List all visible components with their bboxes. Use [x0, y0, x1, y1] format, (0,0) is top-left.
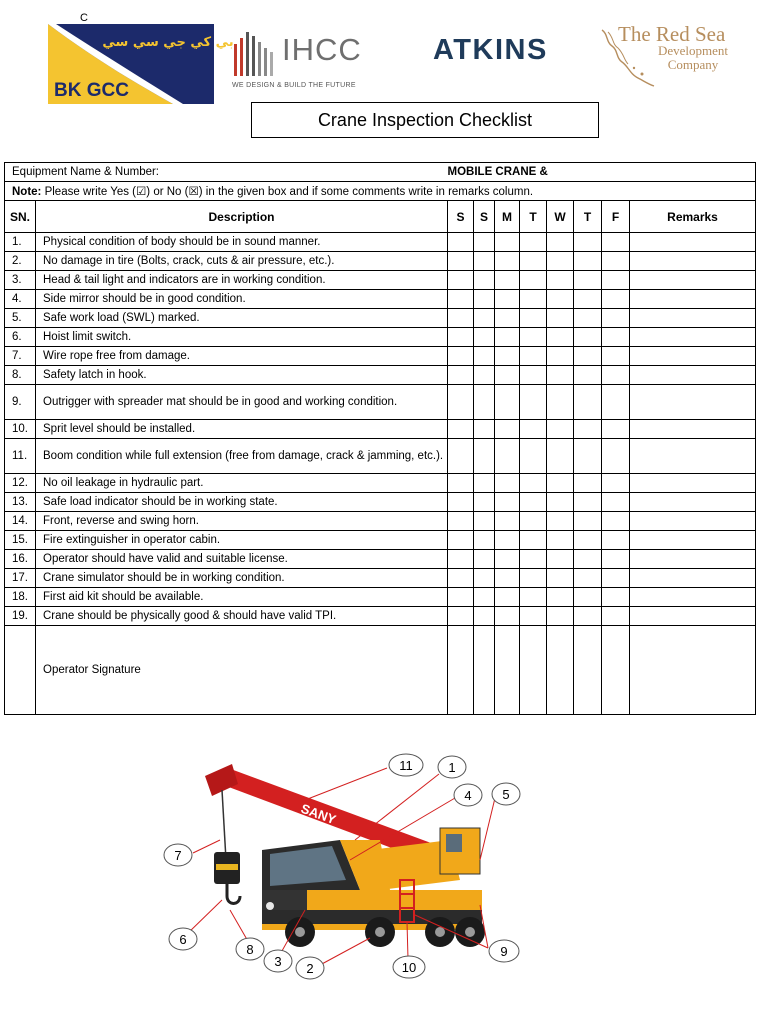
item-description: Head & tail light and indicators are in working condition. [36, 271, 448, 290]
check-box-wed[interactable] [547, 550, 574, 569]
check-box-tue[interactable] [520, 290, 547, 309]
check-box-wed[interactable] [547, 512, 574, 531]
signature-box-fri[interactable] [602, 626, 630, 715]
table-row [5, 328, 756, 347]
check-box-sun[interactable] [474, 569, 495, 588]
remarks-cell[interactable] [630, 531, 756, 550]
check-box-fri[interactable] [602, 531, 630, 550]
signature-box-sat[interactable] [448, 626, 474, 715]
note-row [5, 182, 756, 201]
check-box-thu[interactable] [574, 569, 602, 588]
callout-4: 4 [464, 788, 472, 803]
check-box-sun[interactable] [474, 271, 495, 290]
boom-brand-text: SANY [298, 800, 339, 828]
check-box-thu[interactable] [574, 328, 602, 347]
check-box-sun[interactable] [474, 531, 495, 550]
item-description: Crane simulator should be in working condition. [36, 569, 448, 588]
remarks-cell[interactable] [630, 233, 756, 252]
check-box-sat[interactable] [448, 233, 474, 252]
check-box-sun[interactable] [474, 474, 495, 493]
item-sn: 13. [5, 493, 36, 512]
check-box-sat[interactable] [448, 588, 474, 607]
check-box-sat[interactable] [448, 366, 474, 385]
redsea-sub-development: Development [658, 43, 729, 58]
check-box-thu[interactable] [574, 290, 602, 309]
check-box-mon[interactable] [495, 550, 520, 569]
check-box-sun[interactable] [474, 493, 495, 512]
signature-box-wed[interactable] [547, 626, 574, 715]
check-box-fri[interactable] [602, 233, 630, 252]
signature-label: Operator Signature [36, 626, 448, 715]
col-description: Description [36, 201, 448, 233]
remarks-cell[interactable] [630, 328, 756, 347]
check-box-mon[interactable] [495, 366, 520, 385]
table-row [5, 385, 756, 420]
item-description: Safety latch in hook. [36, 366, 448, 385]
callout-3: 3 [274, 954, 282, 969]
remarks-cell[interactable] [630, 252, 756, 271]
table-row [5, 290, 756, 309]
check-box-wed[interactable] [547, 420, 574, 439]
check-box-wed[interactable] [547, 328, 574, 347]
item-sn: 10. [5, 420, 36, 439]
check-box-mon[interactable] [495, 607, 520, 626]
check-box-mon[interactable] [495, 271, 520, 290]
check-box-sun[interactable] [474, 385, 495, 420]
check-box-sun[interactable] [474, 309, 495, 328]
col-day-sat: S [448, 201, 474, 233]
check-box-fri[interactable] [602, 347, 630, 366]
remarks-cell[interactable] [630, 271, 756, 290]
table-row [5, 233, 756, 252]
check-box-thu[interactable] [574, 252, 602, 271]
check-box-fri[interactable] [602, 252, 630, 271]
remarks-cell[interactable] [630, 607, 756, 626]
col-remarks: Remarks [630, 201, 756, 233]
callout-2: 2 [306, 961, 314, 976]
signature-row [5, 626, 756, 715]
check-box-wed[interactable] [547, 474, 574, 493]
check-box-tue[interactable] [520, 366, 547, 385]
signature-box-thu[interactable] [574, 626, 602, 715]
redsea-sub-company: Company [667, 57, 719, 72]
check-box-wed[interactable] [547, 347, 574, 366]
table-row [5, 607, 756, 626]
check-box-mon[interactable] [495, 439, 520, 474]
item-description: Physical condition of body should be in sound manner. [36, 233, 448, 252]
check-box-thu[interactable] [574, 271, 602, 290]
item-sn: 3. [5, 271, 36, 290]
table-row [5, 252, 756, 271]
check-box-sat[interactable] [448, 385, 474, 420]
col-day-tue: T [520, 201, 547, 233]
item-description: Safe load indicator should be in working state. [36, 493, 448, 512]
check-box-sun[interactable] [474, 588, 495, 607]
ihcc-logo [230, 30, 395, 95]
col-day-thu: T [574, 201, 602, 233]
check-box-fri[interactable] [602, 271, 630, 290]
ihcc-bars-icon [230, 30, 280, 82]
check-box-sun[interactable] [474, 512, 495, 531]
check-box-sun[interactable] [474, 233, 495, 252]
table-row [5, 569, 756, 588]
item-description: First aid kit should be available. [36, 588, 448, 607]
check-box-sun[interactable] [474, 550, 495, 569]
check-box-sun[interactable] [474, 439, 495, 474]
check-box-sat[interactable] [448, 290, 474, 309]
check-box-thu[interactable] [574, 347, 602, 366]
remarks-cell[interactable] [630, 512, 756, 531]
item-sn: 2. [5, 252, 36, 271]
item-sn: 17. [5, 569, 36, 588]
remarks-cell[interactable] [630, 366, 756, 385]
column-header-row [5, 201, 756, 233]
hook-icon [227, 884, 240, 904]
remarks-cell[interactable] [630, 588, 756, 607]
table-row [5, 474, 756, 493]
check-box-thu[interactable] [574, 493, 602, 512]
table-row [5, 531, 756, 550]
check-box-wed[interactable] [547, 366, 574, 385]
check-box-mon[interactable] [495, 588, 520, 607]
bk-corner-mark: C [80, 12, 88, 24]
check-box-sun[interactable] [474, 290, 495, 309]
remarks-cell[interactable] [630, 290, 756, 309]
check-box-sat[interactable] [448, 328, 474, 347]
check-box-tue[interactable] [520, 233, 547, 252]
callout-7: 7 [174, 848, 182, 863]
check-box-thu[interactable] [574, 531, 602, 550]
check-box-thu[interactable] [574, 439, 602, 474]
check-box-thu[interactable] [574, 309, 602, 328]
check-box-sun[interactable] [474, 328, 495, 347]
table-row [5, 550, 756, 569]
hoist-rope [222, 790, 226, 860]
remarks-cell[interactable] [630, 550, 756, 569]
item-description: Wire rope free from damage. [36, 347, 448, 366]
check-box-sat[interactable] [448, 309, 474, 328]
remarks-cell[interactable] [630, 385, 756, 420]
item-description: Sprit level should be installed. [36, 420, 448, 439]
remarks-cell[interactable] [630, 439, 756, 474]
check-box-sun[interactable] [474, 366, 495, 385]
item-sn: 18. [5, 588, 36, 607]
table-row [5, 420, 756, 439]
equipment-value-text: MOBILE CRANE & [447, 166, 548, 178]
remarks-cell[interactable] [630, 347, 756, 366]
item-description: Outrigger with spreader mat should be in good and working condition. [36, 385, 448, 420]
redsea-logo [598, 22, 748, 84]
check-box-wed[interactable] [547, 271, 574, 290]
check-box-fri[interactable] [602, 309, 630, 328]
callout-1: 1 [448, 760, 456, 775]
table-row [5, 439, 756, 474]
remarks-cell[interactable] [630, 474, 756, 493]
check-box-sat[interactable] [448, 493, 474, 512]
item-description: Safe work load (SWL) marked. [36, 309, 448, 328]
page-title: Crane Inspection Checklist [251, 102, 599, 138]
check-box-wed[interactable] [547, 309, 574, 328]
check-box-mon[interactable] [495, 328, 520, 347]
callout-9: 9 [500, 944, 508, 959]
check-box-sat[interactable] [448, 420, 474, 439]
check-box-tue[interactable] [520, 385, 547, 420]
note-label: Note: [12, 186, 42, 198]
check-box-tue[interactable] [520, 607, 547, 626]
col-day-sun: S [474, 201, 495, 233]
col-day-mon: M [495, 201, 520, 233]
item-description: Boom condition while full extension (free from damage, crack & jamming, etc.). [36, 439, 448, 474]
table-row [5, 512, 756, 531]
check-box-wed[interactable] [547, 569, 574, 588]
checklist-table [4, 162, 756, 715]
check-box-fri[interactable] [602, 512, 630, 531]
equipment-row [5, 163, 756, 182]
check-box-tue[interactable] [520, 439, 547, 474]
check-box-mon[interactable] [495, 531, 520, 550]
bk-arabic-text: بي كي جي سي سي [102, 35, 234, 50]
check-box-sat[interactable] [448, 569, 474, 588]
check-box-tue[interactable] [520, 328, 547, 347]
item-sn: 19. [5, 607, 36, 626]
check-box-fri[interactable] [602, 420, 630, 439]
table-row [5, 366, 756, 385]
table-row [5, 347, 756, 366]
item-sn: 15. [5, 531, 36, 550]
callout-5: 5 [502, 787, 510, 802]
remarks-cell[interactable] [630, 309, 756, 328]
item-sn: 14. [5, 512, 36, 531]
equipment-label: Equipment Name & Number: [5, 163, 448, 182]
check-box-wed[interactable] [547, 531, 574, 550]
item-sn: 7. [5, 347, 36, 366]
check-box-fri[interactable] [602, 439, 630, 474]
document-header [0, 0, 768, 110]
signature-box-tue[interactable] [520, 626, 547, 715]
check-box-tue[interactable] [520, 493, 547, 512]
item-sn: 5. [5, 309, 36, 328]
note-cell [5, 182, 756, 201]
check-box-thu[interactable] [574, 474, 602, 493]
remarks-cell[interactable] [630, 493, 756, 512]
callout-10: 10 [401, 960, 417, 975]
check-box-fri[interactable] [602, 366, 630, 385]
check-box-tue[interactable] [520, 569, 547, 588]
check-box-tue[interactable] [520, 531, 547, 550]
check-box-wed[interactable] [547, 588, 574, 607]
check-box-mon[interactable] [495, 290, 520, 309]
table-row [5, 271, 756, 290]
check-box-fri[interactable] [602, 385, 630, 420]
note-text: Please write Yes (☑) or No (☒) in the given box and if some comments write in remarks column. [41, 186, 534, 198]
bk-gcc-logo [48, 24, 234, 104]
table-row [5, 309, 756, 328]
check-box-sat[interactable] [448, 531, 474, 550]
check-box-sat[interactable] [448, 271, 474, 290]
check-box-mon[interactable] [495, 385, 520, 420]
check-box-thu[interactable] [574, 550, 602, 569]
callout-6: 6 [179, 932, 187, 947]
check-box-wed[interactable] [547, 290, 574, 309]
item-description: Fire extinguisher in operator cabin. [36, 531, 448, 550]
item-sn: 1. [5, 233, 36, 252]
check-box-sat[interactable] [448, 252, 474, 271]
ihcc-tagline: WE DESIGN & BUILD THE FUTURE [232, 82, 356, 89]
check-box-tue[interactable] [520, 309, 547, 328]
remarks-cell[interactable] [630, 569, 756, 588]
callout-8: 8 [246, 942, 254, 957]
check-box-thu[interactable] [574, 233, 602, 252]
check-box-sat[interactable] [448, 512, 474, 531]
check-box-wed[interactable] [547, 607, 574, 626]
check-box-thu[interactable] [574, 512, 602, 531]
col-day-wed: W [547, 201, 574, 233]
item-sn: 9. [5, 385, 36, 420]
check-box-mon[interactable] [495, 493, 520, 512]
check-box-sat[interactable] [448, 347, 474, 366]
check-box-thu[interactable] [574, 607, 602, 626]
check-box-wed[interactable] [547, 252, 574, 271]
item-description: Operator should have valid and suitable license. [36, 550, 448, 569]
ihcc-name: IHCC [282, 32, 362, 67]
item-description: Hoist limit switch. [36, 328, 448, 347]
check-box-tue[interactable] [520, 252, 547, 271]
check-box-thu[interactable] [574, 385, 602, 420]
signature-remarks[interactable] [630, 626, 756, 715]
item-sn: 4. [5, 290, 36, 309]
item-sn: 12. [5, 474, 36, 493]
check-box-sun[interactable] [474, 607, 495, 626]
table-row [5, 588, 756, 607]
check-box-fri[interactable] [602, 328, 630, 347]
head-light [266, 902, 274, 910]
redsea-title: The Red Sea [618, 22, 726, 46]
check-box-thu[interactable] [574, 588, 602, 607]
check-box-sun[interactable] [474, 252, 495, 271]
item-sn: 6. [5, 328, 36, 347]
signature-sn [5, 626, 36, 715]
check-box-sat[interactable] [448, 439, 474, 474]
check-box-mon[interactable] [495, 474, 520, 493]
check-box-sat[interactable] [448, 474, 474, 493]
check-box-fri[interactable] [602, 290, 630, 309]
item-sn: 16. [5, 550, 36, 569]
table-row [5, 493, 756, 512]
equipment-value[interactable] [448, 163, 756, 182]
check-box-fri[interactable] [602, 607, 630, 626]
crane-diagram [150, 740, 550, 1000]
bk-gcc-text: BK GCC [54, 80, 129, 101]
item-description: Side mirror should be in good condition. [36, 290, 448, 309]
check-box-wed[interactable] [547, 493, 574, 512]
remarks-cell[interactable] [630, 420, 756, 439]
check-box-wed[interactable] [547, 233, 574, 252]
check-box-mon[interactable] [495, 233, 520, 252]
signature-box-sun[interactable] [474, 626, 495, 715]
check-box-thu[interactable] [574, 366, 602, 385]
col-day-fri: F [602, 201, 630, 233]
check-box-wed[interactable] [547, 385, 574, 420]
check-box-mon[interactable] [495, 347, 520, 366]
item-sn: 8. [5, 366, 36, 385]
check-box-tue[interactable] [520, 550, 547, 569]
check-box-tue[interactable] [520, 347, 547, 366]
checklist-items [5, 233, 756, 626]
check-box-tue[interactable] [520, 420, 547, 439]
item-description: No oil leakage in hydraulic part. [36, 474, 448, 493]
col-sn: SN. [5, 201, 36, 233]
atkins-logo: ATKINS [433, 34, 548, 66]
redsea-subtitle [658, 44, 728, 72]
check-box-sat[interactable] [448, 550, 474, 569]
check-box-tue[interactable] [520, 512, 547, 531]
check-box-sun[interactable] [474, 347, 495, 366]
item-description: Front, reverse and swing horn. [36, 512, 448, 531]
check-box-mon[interactable] [495, 420, 520, 439]
check-box-wed[interactable] [547, 439, 574, 474]
check-box-mon[interactable] [495, 569, 520, 588]
check-box-fri[interactable] [602, 550, 630, 569]
signature-box-mon[interactable] [495, 626, 520, 715]
item-description: No damage in tire (Bolts, crack, cuts & air pressure, etc.). [36, 252, 448, 271]
check-box-sun[interactable] [474, 420, 495, 439]
check-box-mon[interactable] [495, 512, 520, 531]
check-box-thu[interactable] [574, 420, 602, 439]
check-box-tue[interactable] [520, 474, 547, 493]
check-box-mon[interactable] [495, 309, 520, 328]
callout-11: 11 [399, 758, 413, 773]
check-box-sat[interactable] [448, 607, 474, 626]
check-box-fri[interactable] [602, 588, 630, 607]
item-sn: 11. [5, 439, 36, 474]
check-box-fri[interactable] [602, 569, 630, 588]
check-box-fri[interactable] [602, 474, 630, 493]
check-box-tue[interactable] [520, 271, 547, 290]
check-box-mon[interactable] [495, 252, 520, 271]
check-box-fri[interactable] [602, 493, 630, 512]
item-description: Crane should be physically good & should have valid TPI. [36, 607, 448, 626]
check-box-tue[interactable] [520, 588, 547, 607]
